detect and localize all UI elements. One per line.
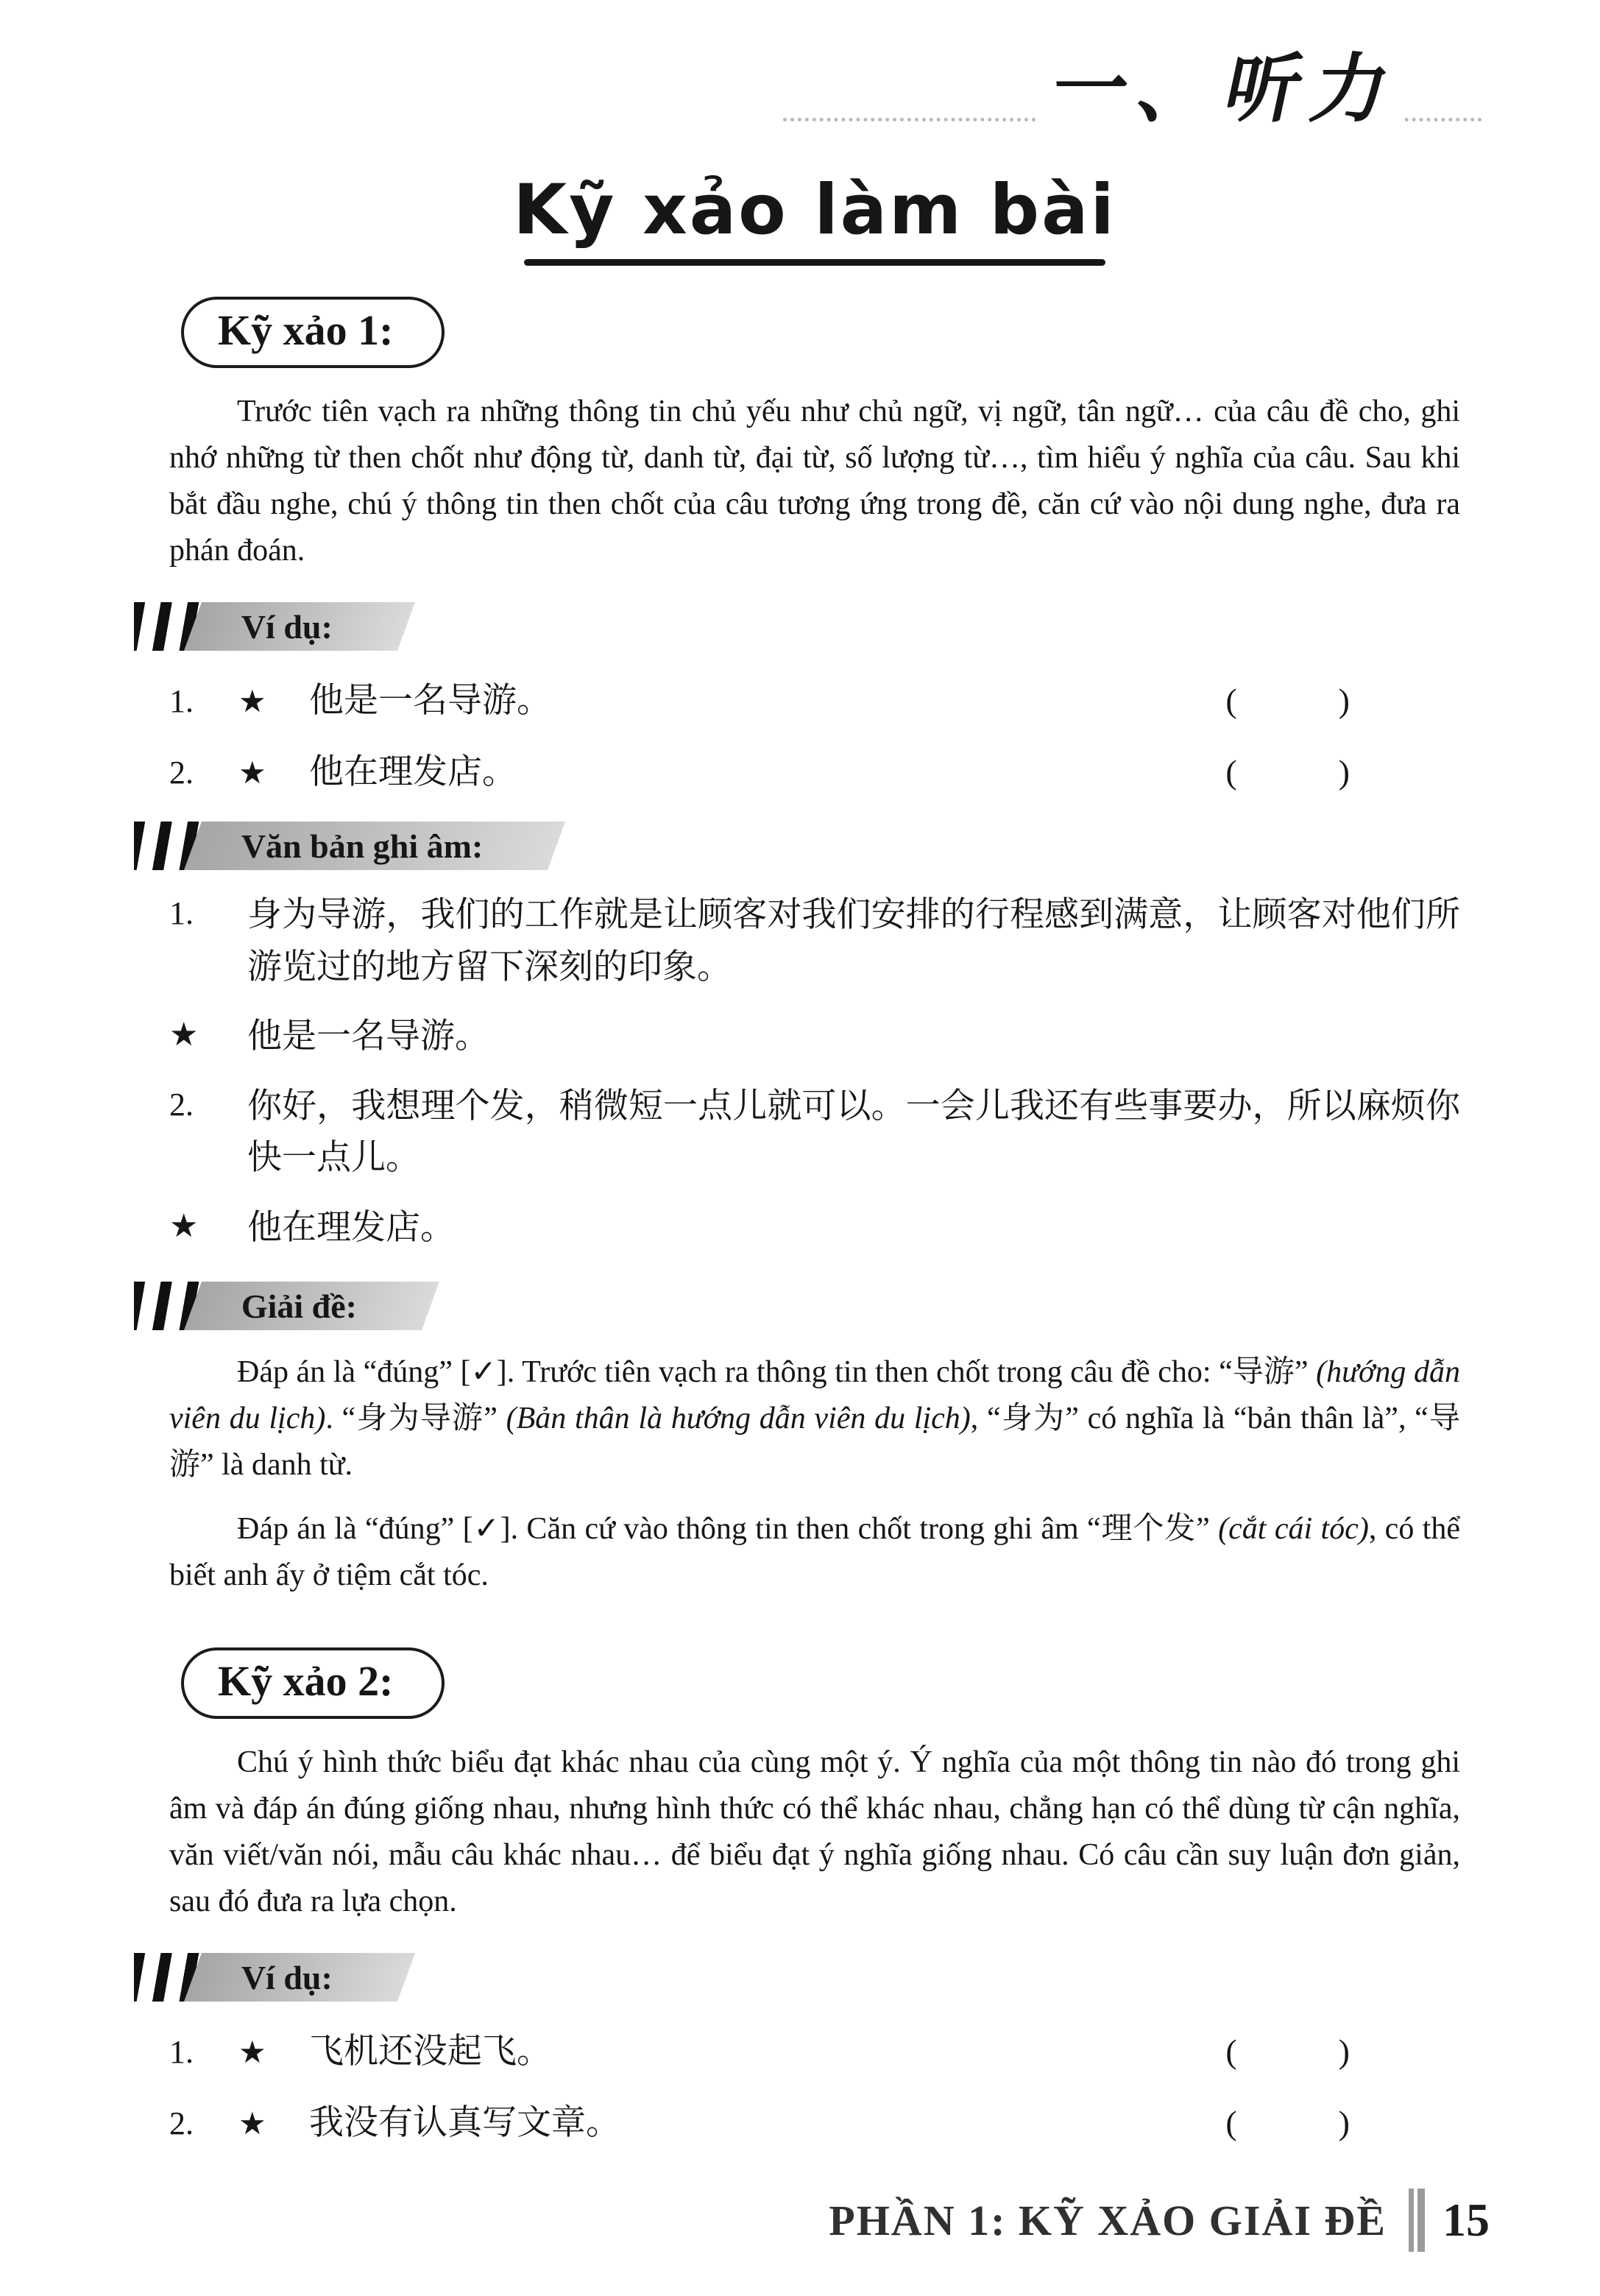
star-icon: ★	[169, 1207, 199, 1244]
example-row	[169, 2024, 1460, 2073]
example-label-2	[134, 1953, 1460, 2002]
footer-section-label: PHẦN 1: KỸ XẢO GIẢI ĐỀ	[829, 2196, 1387, 2244]
chapter-heading: 一、听力	[1035, 29, 1420, 137]
label-text: Ví dụ:	[241, 607, 333, 646]
transcript-row	[169, 1202, 1460, 1254]
label-plate	[184, 822, 565, 870]
transcript-number: 1.	[169, 895, 194, 931]
label-text: Văn bản ghi âm:	[241, 827, 484, 865]
transcript-row	[169, 889, 1460, 993]
example-row	[169, 2095, 1460, 2144]
example-label-1	[134, 602, 1460, 651]
example-text: 我没有认真写文章。	[309, 2104, 620, 2142]
title-underline	[524, 259, 1105, 266]
solution-paragraph: Đáp án là “đúng” [✓]. Căn cứ vào thông tin then chốt trong ghi âm “理个发” (cắt cái tóc), có thể biết anh ấy ở tiệm cắt tóc.	[169, 1512, 1460, 1592]
label-plate	[184, 1953, 415, 2002]
star-icon: ★	[238, 2108, 266, 2141]
transcript-text: 你好，我想理个发，稍微短一点儿就可以。一会儿我还有些事要办，所以麻烦你快一点儿。	[247, 1087, 1460, 1177]
example-number: 1.	[169, 2034, 194, 2070]
transcript-label	[134, 822, 1460, 870]
example-number: 2.	[169, 2105, 194, 2141]
transcript-row	[169, 1081, 1460, 1184]
example-text: 他在理发店。	[309, 753, 517, 791]
label-text: Ví dụ:	[241, 1958, 333, 1996]
answer-blank: ( )	[1225, 2104, 1350, 2141]
example-row	[169, 744, 1460, 794]
answer-blank: ( )	[1225, 682, 1350, 719]
example-text: 飞机还没起飞。	[309, 2032, 551, 2071]
example-number: 2.	[169, 755, 194, 791]
star-icon: ★	[238, 685, 266, 719]
solution-label	[134, 1282, 1460, 1330]
example-text: 他是一名导游。	[309, 682, 551, 720]
page-title	[169, 170, 1460, 266]
label-text: Giải đề:	[241, 1287, 358, 1325]
transcript-row	[169, 1011, 1460, 1063]
answer-blank: ( )	[1225, 753, 1350, 791]
footer-divider	[1409, 2189, 1425, 2252]
page-header	[169, 29, 1460, 166]
skill-1-badge: Kỹ xảo 1:	[181, 297, 445, 368]
transcript-text: 他在理发店。	[247, 1208, 455, 1247]
page-footer	[829, 2189, 1490, 2252]
skill-2-intro: Chú ý hình thức biểu đạt khác nhau của cùng một ý. Ý nghĩa của một thông tin nào đó trong ghi âm và đáp án đúng giống nhau, nhưng hình thức có thể khác nhau, chẳng hạn có thể dùng từ cận nghĩa, văn viết/văn nói, mẫu câu khác nhau… để biểu đạt ý nghĩa giống nhau. Có câu cần suy luận đơn giản, sau đó đưa ra lựa chọn.	[169, 1745, 1460, 1918]
page-number: 15	[1443, 2194, 1490, 2246]
transcript-text: 身为导游，我们的工作就是让顾客对我们安排的行程感到满意，让顾客对他们所游览过的地方留下深刻的印象。	[247, 896, 1460, 986]
answer-blank: ( )	[1225, 2032, 1350, 2070]
transcript-number: 2.	[169, 1086, 194, 1123]
star-icon: ★	[238, 757, 266, 791]
star-icon: ★	[238, 2036, 266, 2070]
transcript-text: 他是一名导游。	[247, 1017, 489, 1056]
example-row	[169, 673, 1460, 722]
skill-2-badge: Kỹ xảo 2:	[181, 1647, 445, 1719]
example-number: 1.	[169, 683, 194, 719]
page-title-text: Kỹ xảo làm bài	[513, 170, 1116, 250]
star-icon: ★	[169, 1017, 199, 1053]
label-plate	[184, 1282, 439, 1330]
solution-paragraph: Đáp án là “đúng” [✓]. Trước tiên vạch ra thông tin then chốt trong câu đề cho: “导游” (hướng dẫn viên du lịch). “身为导游” (Bản thân là hướng dẫn viên du lịch), “身为” có nghĩa là “bản thân là”, “导游” là danh từ.	[169, 1355, 1461, 1482]
skill-1-intro: Trước tiên vạch ra những thông tin chủ yếu như chủ ngữ, vị ngữ, tân ngữ… của câu đề cho, ghi nhớ những từ then chốt như động từ, danh từ, đại từ, số lượng từ…, tìm hiểu ý nghĩa của câu. Sau khi bắt đầu nghe, chú ý thông tin then chốt của câu tương ứng trong đề, căn cứ vào nội dung nghe, đưa ra phán đoán.	[169, 395, 1460, 568]
label-plate	[184, 602, 415, 651]
